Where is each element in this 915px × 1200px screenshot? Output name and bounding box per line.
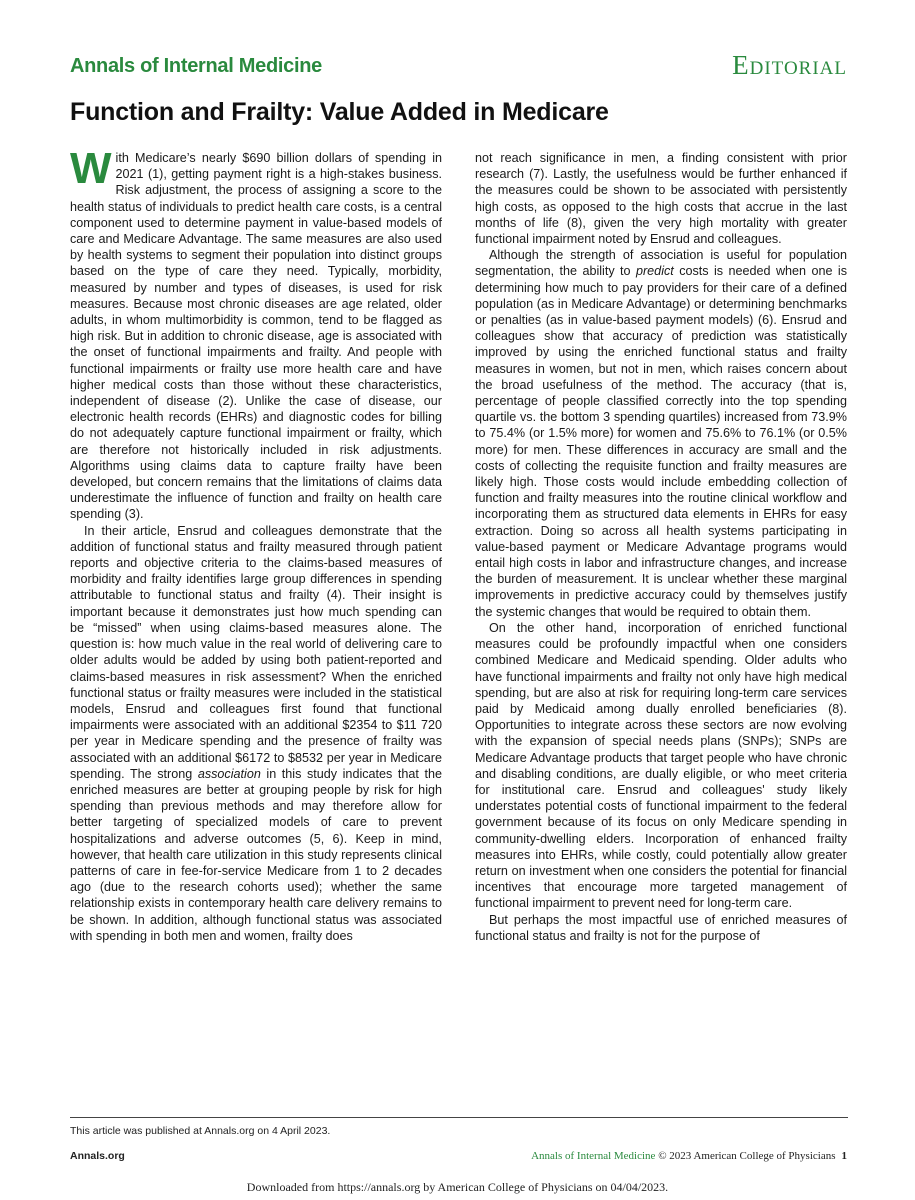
paragraph-text: But perhaps the most impactful use of enriched measures of functional status and frailty is not for the purpose of (475, 912, 847, 943)
paragraph (475, 247, 847, 620)
download-notice: Downloaded from https://annals.org by American College of Physicians on 04/04/2023. (246, 1180, 669, 1194)
emphasis: predict (635, 264, 674, 279)
paragraph (475, 620, 847, 912)
paragraph-text: Although the strength of association is useful for population segmentation, the ability to (475, 248, 847, 279)
paragraph-text: not reach significance in men, a finding consistent with prior research (7). Lastly, the usefulness would be further enhanced if the measures could be shown to be associated with persistently high costs, as opposed to the high costs that accrue in the last months of life (8), given the very high mortality with greater functional impairment noted by Ensrud and colleagues. (475, 151, 847, 247)
page-number: 1 (841, 1150, 847, 1162)
emphasis: association (197, 766, 261, 781)
right-column (475, 150, 847, 944)
journal-name: Annals of Internal Medicine (70, 55, 322, 77)
copyright: © 2023 American College of Physicians (658, 1150, 836, 1162)
footer-citation (531, 1150, 847, 1162)
site-link[interactable]: Annals.org (70, 1150, 125, 1162)
left-column (70, 144, 443, 944)
paragraph (475, 150, 847, 247)
drop-cap: W (70, 144, 112, 193)
paragraph (70, 144, 442, 523)
publication-note: This article was published at Annals.org on 4 April 2023. (70, 1125, 331, 1137)
paragraph-text: On the other hand, incorporation of enriched functional measures could be profoundly impactful when one considers combined Medicare and Medicaid spending. Older adults who have functional impairments and frailty not only have high medical spending, but are also at risk for requiring long-term care services paid by Medicaid among dually enrolled beneficiaries (8). Opportunities to integrate across these sectors are now evolving with the expansion of special needs plans (SNPs); SNPs are Medicare Advantage products that target people who have chronic and disabling conditions, are dually eligible, or who meet criteria for institutional care. Ensrud and colleagues' study likely understates potential costs of functional impairment to the federal government because of its focus on only Medicare spending in community-dwelling elders. Incorporation of enhanced frailty measures into EHRs, while costly, could potentially allow greater return on investment when one considers the potential for financial incentives that encourage more targeted management of functional impairment to prevent need for long-term care. (475, 620, 847, 911)
paragraph-text: ith Medicare’s nearly $690 billion dollars of spending in 2021 (1), getting payment right is a high-stakes business. Risk adjustment, the process of assigning a score to the health status of individuals to predict health care costs, is a central component used to determine payment in value-based models of care and Medicare Advantage. The same measures are also used by health systems to segment their population into distinct groups based on the type of care they need. Typically, morbidity, measured by number and types of diseases, is used for risk measures. Because most chronic diseases are age related, older adults, in whom multimorbidity is common, tend to be flagged as high risk. But in addition to chronic disease, age is associated with the onset of functional impairments and frailty. And people with functional impairments or frailty use more health care and have higher medical costs than those without these characteristics, independent of disease (2). Unlike the case of disease, our electronic health records (EHRs) and diagnostic codes for billing do not adequately capture functional impairment or frailty, which are therefore not historically included in risk adjustments. Algorithms using claims data to capture frailty have been developed, but concern remains that the limitations of claims data underestimate the influence of function and frailty on health care spending (3). (70, 151, 442, 522)
article-title: Function and Frailty: Value Added in Medicare (70, 98, 609, 126)
section-label: Editorial (732, 50, 847, 80)
paragraph (475, 912, 847, 944)
paragraph-text: In their article, Ensrud and colleagues demonstrate that the addition of functional status and frailty measured through patient reports and objective criteria to the claims-based measures of morbidity and frailty identifies large group differences in spending attributable to functional status and frailty (4). Their insight is important because it demonstrates just how much spending can be “missed” when using claims-based measures alone. The question is: how much value in the real world of delivering care to older adults would be added by using both patient-reported and claims-based measures in risk assessment? When the enriched functional status or frailty measures were included in the statistical models, Ensrud and colleagues first found that functional impairments were associated with an additional $2354 to $11 720 per year in Medicare spending and the presence of frailty was associated with an additional $6172 to $8532 per year in Medicare spending. The strong (70, 523, 442, 781)
paragraph (70, 523, 442, 944)
footer-journal: Annals of Internal Medicine (531, 1150, 656, 1162)
paragraph-text: in this study indicates that the enriched measures are better at grouping people by risk for high spending than previous methods and may therefore allow for better targeting of specialized models of care to prevent hospitalizations and adverse outcomes (5, 6). Keep in mind, however, that health care utilization in this study represents clinical patterns of care in fee-for-service Medicare from 1 to 2 decades ago (due to the research cohorts used); whether the same relationship exists in contemporary health care delivery remains to be shown. In addition, although functional status was associated with spending in both men and women, frailty does (70, 766, 443, 943)
paragraph-text: costs is needed when one is determining how much to pay providers for their care of a defined population (as in Medicare Advantage) or determining benchmarks or penalties (as in value-based payment models) (6). Ensrud and colleagues show that accuracy of prediction was statistically improved by using the enriched functional status and frailty measures in women, but not in men, which raises concern about the broad usefulness of the method. The accuracy (that is, percentage of people classified correctly into the top spending quartile vs. the bottom 3 spending quartiles) increased from 73.9% to 75.4% (or 1.5% more) for women and 75.6% to 76.1% (or 0.5% more) for men. These differences in accuracy are small and the costs of collecting the requisite function and frailty measures are likely high. Those costs would include embedding collection of function and frailty measures into the routine clinical workflow and incorporating them as structured data elements in EHRs for easy extraction. Doing so across all health systems participating in value-based payment or Medicare Advantage programs would entail high costs in labor and infrastructure changes, and increase the burden of measurement. It is unclear whether these marginal improvements in predictive accuracy could by themselves justify the systemic changes that would be required to obtain them. (475, 264, 847, 619)
footer-divider (70, 1117, 848, 1118)
